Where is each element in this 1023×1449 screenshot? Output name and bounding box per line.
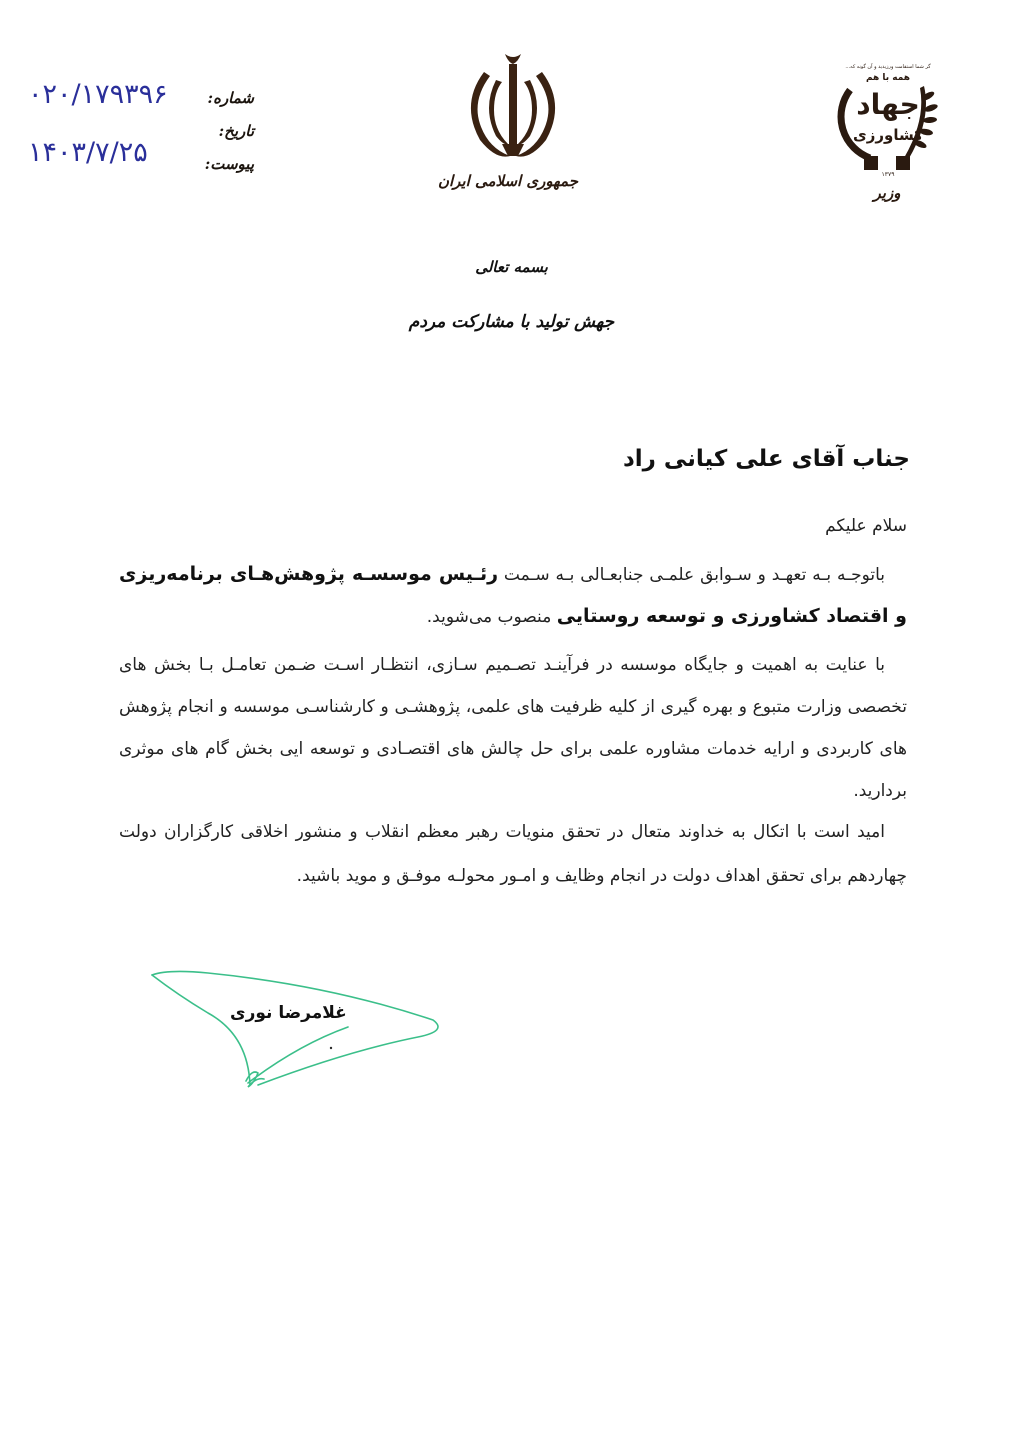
signature-block [148, 965, 448, 1095]
year-slogan: جهش تولید با مشارکت مردم [408, 312, 615, 332]
iran-emblem-icon [458, 48, 568, 168]
paragraph-expectations: با عنایت به اهمیت و جایگاه موسسه در فرآینـد تصـمیم سـازی، انتظـار اسـت ضـمن تعامـل بـا بخش های تخصصی وزارت متبوع و بهره گیری از کلیه ظرفیت های علمی، پژوهشـی و کارشناسـی موسسه و انجام پژوهش های کاربردی و ارایه خدمات مشاوره علمی برای حل چالش های اقتصـادی و توسعه ایی بخش گام های موثری بردارید. [119, 655, 907, 801]
minister-title: وزیر [873, 184, 901, 202]
paragraph-appointment-intro: باتوجـه بـه تعهـد و سـوابق علمـی جنابعـالی بـه سـمت [498, 565, 886, 585]
letter-number-value: ۰۲۰/۱۷۹۳۹۶ [28, 79, 168, 110]
jihad-agriculture-logo-icon [828, 50, 946, 182]
greeting: سلام علیکم [825, 516, 907, 536]
logo-subtitle: کشاورزی [853, 126, 923, 144]
letter-meta-labels [196, 82, 254, 181]
handwritten-signature-icon [148, 965, 448, 1095]
date-label: تاریخ: [218, 122, 254, 140]
paragraph-appointment-end: منصوب می‌شوید. [426, 607, 557, 627]
iran-emblem [437, 48, 578, 218]
emblem-caption: جمهوری اسلامی ایران [437, 172, 578, 190]
logo-top-text: همه با هم [865, 73, 911, 83]
signer-name: غلامرضا نوری [230, 1003, 347, 1023]
invocation-heading: بسمه تعالی [475, 258, 548, 276]
logo-ring-text: گر شما استقامت ورزیدید و آن گونه که... [845, 64, 931, 70]
attachment-label: پیوست: [204, 155, 254, 173]
recipient-name: جناب آقای علی کیانی راد [622, 446, 910, 472]
letter-meta-values [28, 66, 198, 182]
ministry-logo [822, 50, 952, 230]
logo-year: ۱۳۷۹ [881, 171, 895, 178]
logo-title: جهاد [856, 88, 920, 121]
appointment-position: رئـیس موسسـه پژوهش‌هـای برنامه‌ریزی و اقتصاد کشاورزی و توسعه روستایی [119, 563, 907, 627]
number-label: شماره: [207, 89, 254, 107]
paragraph-closing: امید است با اتکال به خداوند متعال در تحقق منویات رهبر معظم انقلاب و منشور اخلاقی کارگزاران دولت چهاردهم برای تحقق اهداف دولت در انجام وظایف و امـور محولـه موفـق و موید باشید. [119, 822, 907, 886]
letter-date-value: ۱۴۰۳/۷/۲۵ [28, 137, 148, 168]
paragraph-appointment [119, 554, 907, 638]
